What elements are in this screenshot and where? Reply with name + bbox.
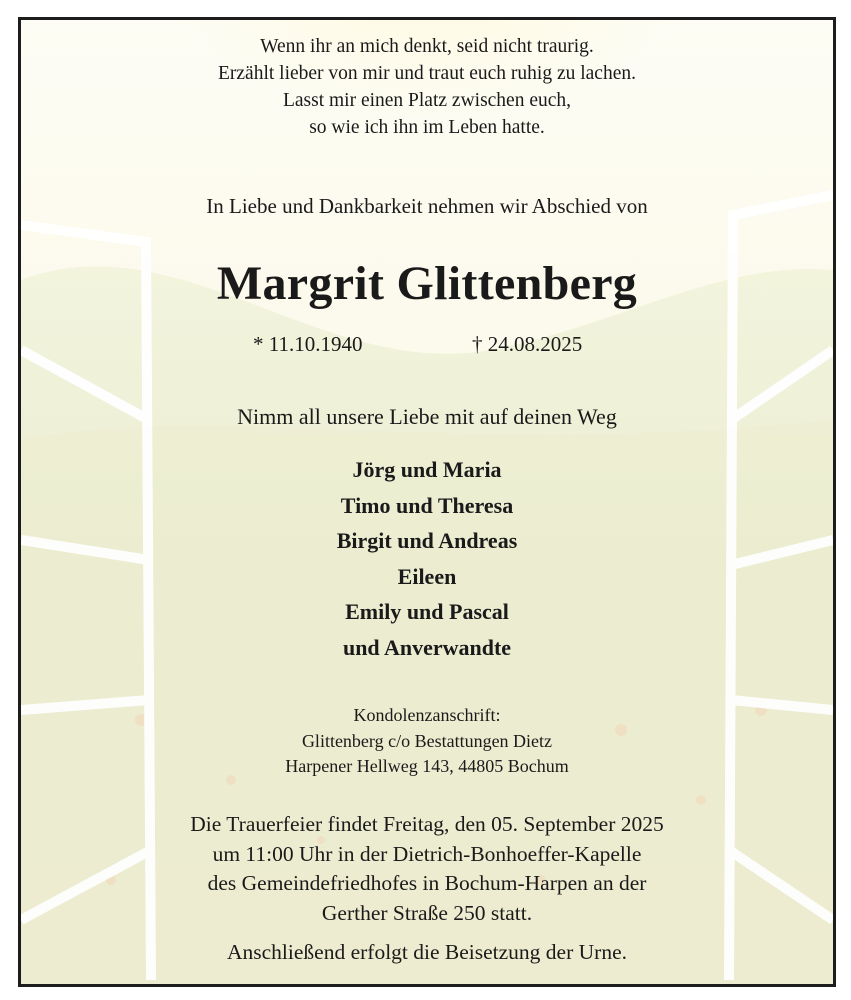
service-line: um 11:00 Uhr in der Dietrich-Bonhoeffer-Kapelle	[212, 841, 642, 866]
poem	[21, 33, 833, 141]
urn-burial-note: Anschließend erfolgt die Beisetzung der Urne.	[226, 940, 627, 964]
mourner: und Anverwandte	[342, 634, 512, 660]
address-label: Kondolenzanschrift:	[353, 705, 501, 725]
poem-line: Erzählt lieber von mir und traut euch ruhig zu lachen.	[217, 63, 636, 84]
address-line: Glittenberg c/o Bestattungen Dietz	[301, 730, 553, 751]
mourner: Eileen	[397, 563, 457, 589]
farewell-intro: In Liebe und Dankbarkeit nehmen wir Abschied von	[206, 194, 648, 218]
service-line: des Gemeindefriedhofes in Bochum-Harpen an der	[207, 871, 647, 895]
poem-line: so wie ich ihn im Leben hatte.	[309, 117, 545, 138]
death-date: † 24.08.2025	[472, 332, 583, 356]
birth-date: * 11.10.1940	[253, 332, 363, 356]
condolence-address	[21, 703, 833, 780]
obituary-card	[18, 17, 836, 987]
funeral-service-info	[21, 810, 833, 928]
deceased-name: Margrit Glittenberg	[216, 257, 638, 310]
service-line: Gerther Straße 250 statt.	[321, 900, 533, 925]
service-line: Die Trauerfeier findet Freitag, den 05. September 2025	[190, 812, 664, 836]
poem-line: Lasst mir einen Platz zwischen euch,	[282, 90, 572, 111]
mourner: Birgit und Andreas	[336, 528, 518, 553]
obituary-text	[21, 20, 833, 984]
address-line: Harpener Hellweg 143, 44805 Bochum	[285, 756, 569, 776]
mourners-list	[21, 452, 833, 665]
mourner: Timo und Theresa	[340, 492, 514, 518]
mourner: Emily und Pascal	[345, 599, 509, 624]
motto: Nimm all unsere Liebe mit auf deinen Weg	[237, 404, 617, 429]
mourner: Jörg und Maria	[352, 457, 502, 482]
poem-line: Wenn ihr an mich denkt, seid nicht traurig.	[260, 36, 594, 57]
